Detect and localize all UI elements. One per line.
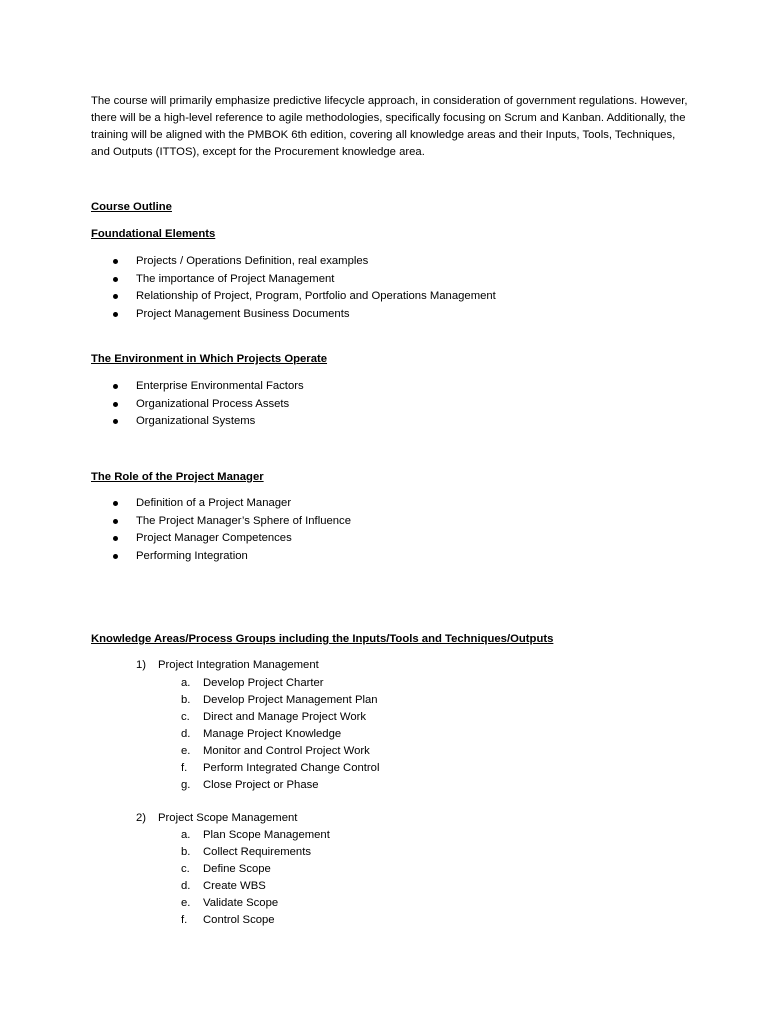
list-item: e. Monitor and Control Project Work [181, 745, 370, 757]
knowledge-area-2 [136, 810, 297, 827]
area-title: Project Integration Management [158, 659, 319, 671]
bullet-icon [113, 384, 118, 389]
list-item: f. Control Scope [181, 914, 275, 926]
list-item: g. Close Project or Phase [181, 779, 319, 791]
list-item: d. Manage Project Knowledge [181, 728, 342, 740]
role-heading: The Role of the Project Manager [91, 471, 264, 483]
integration-process-list [181, 675, 379, 794]
bullet-icon [113, 312, 118, 317]
list-item: The importance of Project Management [91, 271, 496, 289]
scope-process-list [181, 827, 330, 929]
bullet-icon [113, 419, 118, 424]
course-outline-heading: Course Outline [91, 201, 172, 213]
list-item: c. Define Scope [181, 863, 271, 875]
environment-heading: The Environment in Which Projects Operate [91, 353, 328, 365]
bullet-icon [113, 536, 118, 541]
area-number: 2) [136, 812, 147, 824]
list-item: b. Develop Project Management Plan [181, 694, 378, 706]
knowledge-areas-heading: Knowledge Areas/Process Groups including the Inputs/Tools and Techniques/Outputs [91, 633, 554, 645]
list-item: Organizational Systems [91, 413, 304, 431]
list-item: Project Manager Competences [91, 530, 351, 548]
bullet-icon [113, 501, 118, 506]
list-item: Project Management Business Documents [91, 306, 496, 324]
bullet-icon [113, 294, 118, 299]
area-number: 1) [136, 659, 147, 671]
bullet-icon [113, 402, 118, 407]
environment-list [91, 378, 304, 431]
list-item: a. Develop Project Charter [181, 677, 324, 689]
intro-paragraph: The course will primarily emphasize predictive lifecycle approach, in consideration of government regulations. However, there will be a high-level reference to agile methodologies, specifically focusing on Scrum and Kanban. Additionally, the training will be aligned with the PMBOK 6th edition, covering all knowledge areas and their Inputs, Tools, Techniques, and Outputs (ITTOS), except for the Procurement knowledge area. [91, 95, 688, 158]
foundational-elements-heading: Foundational Elements [91, 228, 216, 240]
role-list [91, 495, 351, 566]
list-item: The Project Manager’s Sphere of Influence [91, 513, 351, 531]
list-item: b. Collect Requirements [181, 846, 311, 858]
list-item: a. Plan Scope Management [181, 829, 330, 841]
list-item: Performing Integration [91, 548, 351, 566]
list-item: Projects / Operations Definition, real examples [91, 253, 496, 271]
knowledge-area-1 [136, 657, 319, 674]
list-item: Relationship of Project, Program, Portfolio and Operations Management [91, 288, 496, 306]
list-item: e. Validate Scope [181, 897, 279, 909]
list-item: f. Perform Integrated Change Control [181, 762, 380, 774]
list-item: Organizational Process Assets [91, 396, 304, 414]
foundational-elements-list [91, 253, 496, 324]
list-item: Definition of a Project Manager [91, 495, 351, 513]
bullet-icon [113, 277, 118, 282]
list-item: Enterprise Environmental Factors [91, 378, 304, 396]
bullet-icon [113, 554, 118, 559]
area-title: Project Scope Management [158, 812, 298, 824]
list-item: d. Create WBS [181, 880, 266, 892]
bullet-icon [113, 259, 118, 264]
list-item: c. Direct and Manage Project Work [181, 711, 367, 723]
bullet-icon [113, 519, 118, 524]
